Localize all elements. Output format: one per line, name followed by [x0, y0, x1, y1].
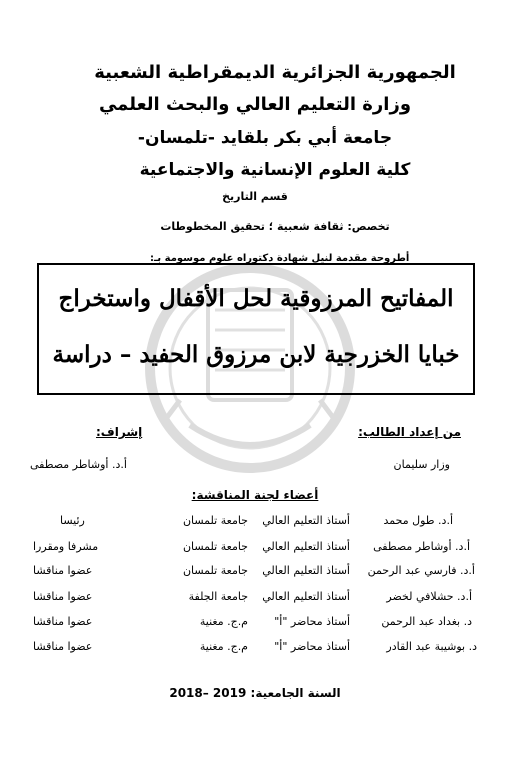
member-rank: أستاذ التعليم العالي: [262, 564, 350, 577]
member-name: أ.د. حشلافي لخضر: [386, 590, 472, 603]
member-role: رئيسا: [60, 514, 85, 527]
student-label: من إعداد الطالب:: [358, 425, 461, 439]
member-role: عضوا مناقشا: [33, 564, 93, 577]
member-institution: جامعة تلمسان: [182, 540, 248, 553]
member-institution: جامعة الجلفة: [188, 590, 248, 603]
department-name: قسم التاريخ: [222, 190, 288, 203]
member-institution: م.ج. مغنية: [199, 615, 248, 628]
member-name: أ.د. فارسي عبد الرحمن: [367, 564, 475, 577]
member-rank: أستاذ التعليم العالي: [262, 540, 350, 553]
thesis-title-line-2: خبايا الخزرجية لابن مرزوق الحفيد – دراسة: [52, 341, 460, 368]
thesis-note: أطروحة مقدمة لنيل شهادة دكتوراه علوم موسومة بـ:: [150, 253, 410, 264]
student-name: وزار سليمان: [393, 458, 450, 471]
republic-name: الجمهورية الجزائرية الديمقراطية الشعبية: [94, 62, 456, 83]
faculty-name: كلية العلوم الإنسانية والاجتماعية: [139, 160, 411, 180]
thesis-title-line-1: المفاتيح المرزوقية لحل الأقفال واستخراج: [58, 285, 454, 312]
member-name: أ.د. طول محمد: [383, 514, 453, 527]
member-name: د. بغداد عبد الرحمن: [381, 615, 472, 628]
academic-year-label: السنة الجامعية:: [250, 686, 341, 700]
ministry-name: وزارة التعليم العالي والبحث العلمي: [98, 94, 412, 115]
member-institution: جامعة تلمسان: [182, 514, 248, 527]
supervisor-label: إشراف:: [96, 425, 143, 439]
committee-label: أعضاء لجنة المناقشة:: [191, 488, 319, 502]
member-institution: م.ج. مغنية: [199, 640, 248, 653]
member-role: مشرفا ومقررا: [33, 540, 99, 553]
specialty-line: تخصص: ثقافة شعبية ؛ تحقيق المخطوطات: [160, 220, 390, 233]
member-rank: أستاذ التعليم العالي: [262, 590, 350, 603]
member-role: عضوا مناقشا: [33, 590, 93, 603]
member-institution: جامعة تلمسان: [182, 564, 248, 577]
member-rank: أستاذ محاضر "أ": [274, 640, 350, 653]
member-role: عضوا مناقشا: [33, 615, 93, 628]
member-rank: أستاذ محاضر "أ": [274, 615, 350, 628]
thesis-title-box: [37, 263, 475, 395]
university-name: جامعة أبي بكر بلقايد -تلمسان-: [137, 128, 393, 148]
academic-year: [0, 686, 510, 700]
supervisor-name: أ.د. أوشاطر مصطفى: [30, 458, 127, 471]
member-rank: أستاذ التعليم العالي: [262, 514, 350, 527]
member-name: د. بوشيبة عبد القادر: [386, 640, 477, 653]
member-role: عضوا مناقشا: [33, 640, 93, 653]
academic-year-value: 2018– 2019: [169, 686, 247, 700]
member-name: أ.د. أوشاطر مصطفى: [373, 540, 470, 553]
